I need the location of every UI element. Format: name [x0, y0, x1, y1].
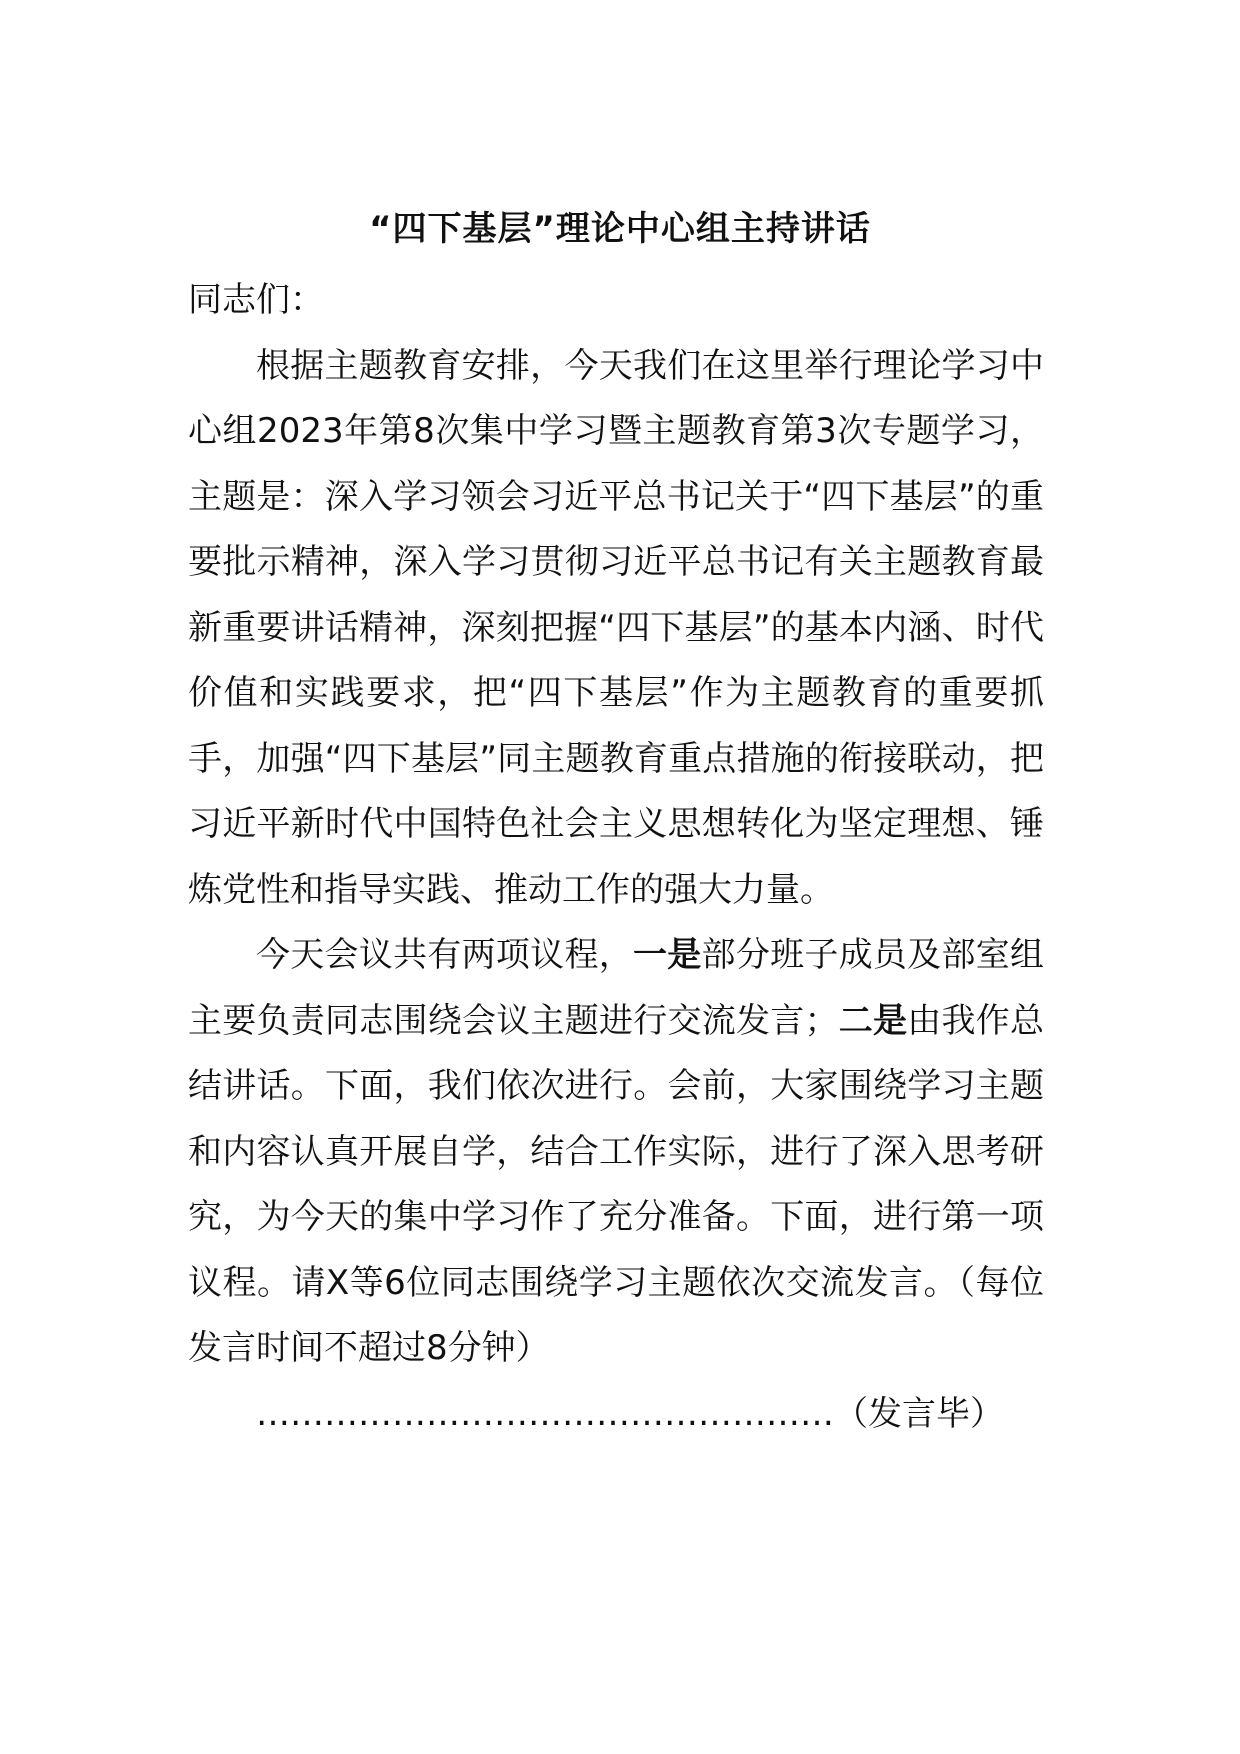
closing-line: ……………………………………………（发言毕）	[256, 1393, 1004, 1434]
agenda-item-one-label: 一是	[633, 935, 702, 975]
agenda-item-two-label: 二是	[838, 1000, 908, 1041]
paragraph-2	[188, 923, 1044, 1382]
paragraph-2-text-part-2: 部分班子成员及部室组主要负责同志围绕会议主题进行交流发言；	[188, 935, 1045, 1041]
paragraph-2-text-part-1: 今天会议共有两项议程，	[256, 935, 633, 975]
salutation: 同志们：	[188, 280, 324, 320]
paragraph-2-text-part-3: 由我作总结讲话。下面，我们依次进行。会前，大家围绕学习主题和内容认真开展自学，结合工作实际，进行了深入思考研究，为今天的集中学习作了充分准备。下面，进行第一项议程。请X等6位同志围绕学习主题依次交流发言。（每位发言时间不超过8分钟）	[188, 1000, 1044, 1368]
paragraph-1: 根据主题教育安排，今天我们在这里举行理论学习中心组2023年第8次集中学习暨主题教育第3次专题学习，主题是：深入学习领会习近平总书记关于“四下基层”的重要批示精神，深入学习贯彻习近平总书记有关主题教育最新重要讲话精神，深刻把握“四下基层”的基本内涵、时代价值和实践要求，把“四下基层”作为主题教育的重要抓手，加强“四下基层”同主题教育重点措施的衔接联动，把习近平新时代中国特色社会主义思想转化为坚定理想、锤炼党性和指导实践、推动工作的强大力量。	[188, 345, 1044, 910]
document-title: “四下基层”理论中心组主持讲话	[369, 209, 871, 249]
document-body	[188, 268, 1044, 1447]
